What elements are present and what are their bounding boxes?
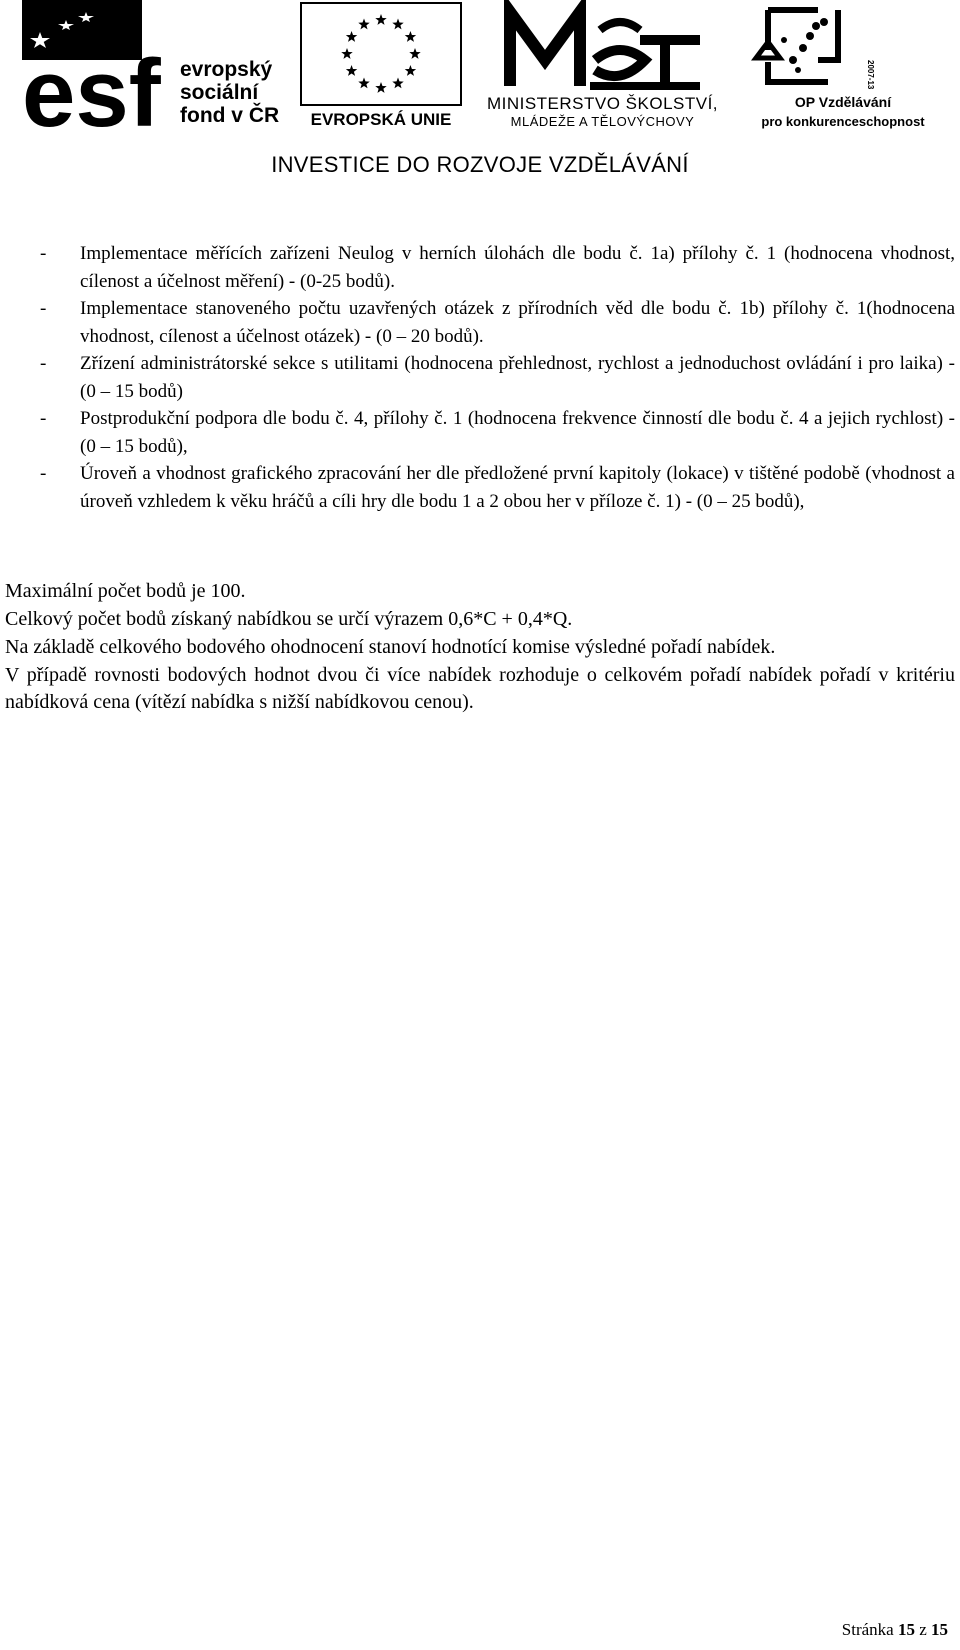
- total-pages: 15: [931, 1620, 948, 1639]
- op-vk-logo: [748, 0, 938, 132]
- criteria-item: [40, 350, 955, 405]
- eu-flag-icon: [300, 2, 462, 106]
- op-years: 2007-13: [866, 60, 875, 90]
- msmt-logo: [470, 0, 735, 132]
- msmt-line-1: MINISTERSTVO ŠKOLSTVÍ,: [486, 94, 719, 113]
- esf-logo: [22, 0, 284, 132]
- page-number: [842, 1620, 948, 1640]
- list-dash: -: [40, 298, 47, 319]
- criteria-text: Úroveň a vhodnost grafického zpracování her dle předložené první kapitoly (lokace) v tištěné podobě (vhodnost a úroveň vzhledem k věku hráčů a cíli hry dle bodu 1 a 2 obou her v příloze č. 1) - (0 – 25 bodů),: [80, 463, 955, 512]
- of-word: z: [919, 1620, 927, 1639]
- list-dash: -: [40, 353, 47, 374]
- svg-text:esf: esf: [22, 40, 161, 132]
- criteria-item: [40, 460, 955, 515]
- criteria-text: Implementace měřících zařízeni Neulog v herních úlohách dle bodu č. 1a) přílohy č. 1 (hodnocena vhodnost, cílenost a účelnost měření) - (0-25 bodů).: [80, 243, 955, 292]
- logo-header: [0, 0, 960, 185]
- op-vk-emblem-icon: [748, 0, 938, 92]
- msmt-monogram-icon: [470, 0, 735, 92]
- list-dash: -: [40, 463, 47, 484]
- evaluation-summary: [5, 578, 955, 717]
- tie-paragraph: V případě rovnosti bodových hodnot dvou či více nabídek rozhoduje o celkovém pořadí nabídek pořadí v kritériu nabídková cena (vítězí nabídka s nižší nabídkovou cenou).: [5, 664, 955, 713]
- esf-name: [180, 58, 279, 127]
- criteria-item: [40, 240, 955, 295]
- ranking-paragraph: Na základě celkového bodového ohodnocení stanoví hodnotící komise výsledné pořadí nabídek.: [5, 636, 776, 658]
- list-dash: -: [40, 408, 47, 429]
- list-dash: -: [40, 243, 47, 264]
- criteria-text: Zřízení administrátorské sekce s utilitami (hodnocena přehlednost, rychlost a jednoduchost ovládání i pro laika) - (0 – 15 bodů): [80, 353, 955, 402]
- esf-line-2: sociální: [180, 81, 259, 104]
- page-word: Stránka: [841, 1620, 894, 1639]
- esf-line-3: fond v ČR: [180, 104, 280, 127]
- eu-logo: [300, 2, 462, 132]
- criteria-list: [40, 240, 955, 515]
- esf-line-1: evropský: [180, 58, 273, 81]
- op-line-1: OP Vzdělávání: [794, 94, 892, 110]
- op-line-2: pro konkurenceschopnost: [761, 114, 925, 129]
- current-page: 15: [897, 1620, 915, 1639]
- criteria-item: [40, 405, 955, 460]
- criteria-text: Implementace stanoveného počtu uzavřených otázek z přírodních věd dle bodu č. 1b) přílohy č. 1(hodnocena vhodnost, cílenost a účelnost otázek) - (0 – 20 bodů).: [80, 298, 955, 347]
- formula-paragraph: Celkový počet bodů získaný nabídkou se určí výrazem 0,6*C + 0,4*Q.: [5, 608, 573, 630]
- investice-slogan: INVESTICE DO ROZVOJE VZDĚLÁVÁNÍ: [271, 152, 689, 177]
- msmt-line-2: MLÁDEŽE A TĚLOVÝCHOVY: [510, 114, 695, 129]
- criteria-text: Postprodukční podpora dle bodu č. 4, přílohy č. 1 (hodnocena frekvence činností dle bodu č. 4 a jejich rychlost) - (0 – 15 bodů),: [80, 408, 955, 457]
- max-points-paragraph: Maximální počet bodů je 100.: [5, 580, 246, 602]
- criteria-item: [40, 295, 955, 350]
- eu-label: EVROPSKÁ UNIE: [310, 110, 452, 129]
